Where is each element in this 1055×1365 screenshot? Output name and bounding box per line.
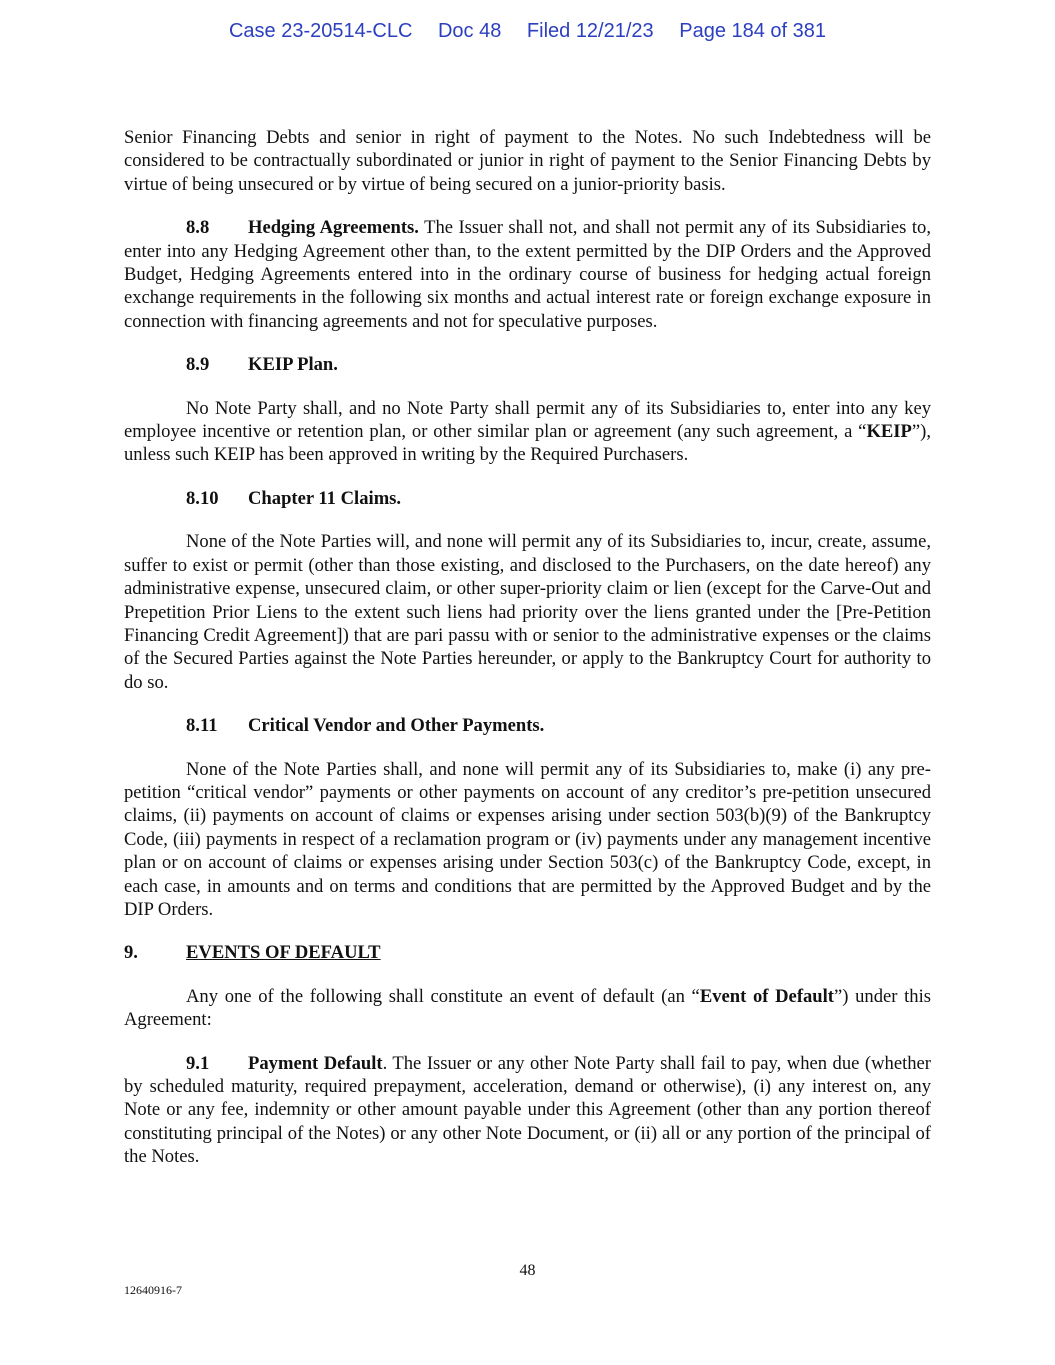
section-8-11-heading	[124, 714, 931, 737]
page-of-total: Page 184 of 381	[679, 20, 827, 42]
paragraph-text: ”), unless such KEIP has been approved in writing by the Required Purchasers.	[124, 421, 931, 466]
filed-date: Filed 12/21/23	[526, 20, 654, 42]
document-id: 12640916-7	[124, 1283, 182, 1297]
section-title: Critical Vendor and Other Payments.	[248, 715, 545, 737]
section-9-heading	[124, 941, 931, 964]
section-number: 8.11	[186, 715, 218, 737]
section-number: 9.	[124, 942, 138, 964]
section-number: 8.9	[186, 354, 210, 376]
page-number: 48	[519, 1262, 536, 1279]
section-title: Payment Default	[248, 1052, 383, 1074]
doc-number: Doc 48	[437, 20, 502, 42]
section-number: 8.10	[186, 487, 219, 509]
section-9-1	[124, 1052, 931, 1169]
paragraph-continuation: Senior Financing Debts and senior in right of payment to the Notes. No such Indebtedness will be considered to be contractually subordinated or junior in right of payment to the Senior Financing Debts by virtue of being unsecured or by virtue of being secured on a junior-priority basis.	[124, 127, 931, 195]
paragraph-text: Any one of the following shall constitute an event of default (an “	[186, 985, 700, 1007]
section-title: EVENTS OF DEFAULT	[186, 942, 381, 964]
section-number: 8.8	[186, 217, 210, 239]
section-text: The Issuer shall not, and shall not permit any of its Subsidiaries to, enter into any Hedging Agreement other than, to the extent permitted by the DIP Orders and the Approved Budget, Hedging Agreements entered into in the ordinary course of business for hedging actual foreign exchange requirements in the following six months and actual interest rate or foreign exchange exposure in connection with financing agreements and not for speculative purposes.	[124, 217, 931, 332]
section-8-11-paragraph: None of the Note Parties shall, and none will permit any of its Subsidiaries to, make (i) any pre-petition “critical vendor” payments or other payments on account of any creditor’s pre-petition unsecured claims, (ii) payments on account of claims or expenses arising under section 503(b)(9) of the Bankruptcy Code, (iii) payments in respect of a reclamation program or (iv) payments under any management incentive plan or on account of claims or expenses arising under Section 503(c) of the Bankruptcy Code, except, in each case, in amounts and on terms and conditions that are permitted by the Approved Budget and by the DIP Orders.	[124, 758, 931, 920]
section-8-9-paragraph	[124, 397, 931, 467]
document-body	[124, 126, 931, 1169]
defined-term: Event of Default	[699, 985, 835, 1007]
section-number: 9.1	[186, 1052, 210, 1074]
section-8-10-paragraph: None of the Note Parties will, and none will permit any of its Subsidiaries to, incur, create, assume, suffer to exist or permit (other than those existing, and disclosed to the Purchasers, on the date hereof) any administrative expense, unsecured claim, or other super-priority claim or lien (except for the Carve-Out and Prepetition Prior Liens to the extent such liens had priority over the liens granted under the [Pre-Petition Financing Credit Agreement]) that are pari passu with or senior to the administrative expenses or the claims of the Secured Parties against the Note Parties hereunder, or apply to the Bankruptcy Court for authority to do so.	[124, 531, 931, 693]
section-9-paragraph	[124, 985, 931, 1032]
section-title: KEIP Plan.	[248, 354, 338, 376]
court-filing-header	[0, 20, 1055, 43]
section-8-8	[124, 216, 931, 333]
paragraph-text: No Note Party shall, and no Note Party shall permit any of its Subsidiaries to, enter into any key employee incentive or retention plan, or other similar plan or agreement (any such agreement, a “	[124, 397, 931, 443]
case-number: Case 23-20514-CLC	[228, 20, 413, 42]
section-8-10-heading	[124, 487, 931, 510]
defined-term: KEIP	[866, 421, 912, 443]
section-text: . The Issuer or any other Note Party shall fail to pay, when due (whether by scheduled maturity, required prepayment, acceleration, demand or otherwise), (i) any interest on, any Note or any fee, indemnity or other amount payable under this Agreement (other than any portion thereof constituting principal of the Notes) or any other Note Document, or (ii) all or any portion of the principal of the Notes.	[124, 1052, 931, 1168]
paragraph-text: ”) under this Agreement:	[124, 985, 932, 1031]
section-title: Chapter 11 Claims.	[248, 487, 402, 509]
section-8-9-heading	[124, 353, 931, 376]
section-title: Hedging Agreements.	[248, 217, 419, 239]
